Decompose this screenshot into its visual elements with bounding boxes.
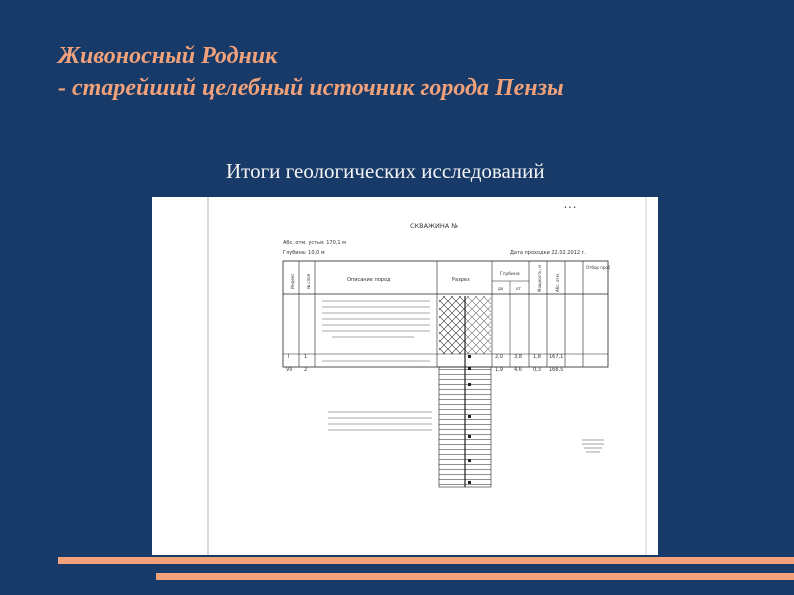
col-index-label: Индекс <box>290 273 295 289</box>
row1-abs: 167,1 <box>549 354 564 360</box>
row2-abs: 166,5 <box>549 367 564 373</box>
col-depth-to-label: до <box>498 286 504 291</box>
log-heading: СКВАЖИНА № <box>410 222 459 230</box>
col-description-label: Описание пород <box>347 277 391 283</box>
borehole-log-drawing <box>152 197 658 555</box>
decorative-bar-top <box>58 557 794 564</box>
col-depth-label: Глубина <box>500 272 520 277</box>
col-layer-label: № слоя <box>306 273 311 289</box>
col-depth-from-label: от <box>516 286 521 291</box>
row1-to: 3,8 <box>514 354 522 360</box>
slide-title-line-1: Живоносный Родник <box>58 43 278 69</box>
decorative-bar-bottom <box>156 573 794 580</box>
slide-title-line-2: - старейший целебный источник города Пензы <box>58 75 564 101</box>
row2-index: VII <box>286 367 293 373</box>
row1-index: I <box>288 354 290 360</box>
col-samples-label: Отбор проб <box>586 265 611 270</box>
row1-thickness: 1,8 <box>533 354 541 360</box>
col-section-label: Разрез <box>452 277 470 283</box>
log-date: Дата проходки 22.02.2012 г. <box>510 250 586 256</box>
log-depth: Глубина: 10,0 м <box>283 250 325 256</box>
geological-log-scan <box>152 197 658 555</box>
row2-number: 2 <box>304 367 308 373</box>
slide-subtitle: Итоги геологических исследований <box>226 159 545 183</box>
col-thickness-label: Мощность, м <box>537 264 542 292</box>
row1-number: 1 <box>304 354 308 360</box>
log-abs-mark: Абс. отм. устья: 170,1 м <box>283 240 346 246</box>
row2-thickness: 0,3 <box>533 367 541 373</box>
row2-to: 4,6 <box>514 367 522 373</box>
slide-title <box>58 40 564 104</box>
svg-text:• • •: • • • <box>564 205 577 211</box>
row2-from: 1,9 <box>495 367 503 373</box>
row1-from: 2,0 <box>495 354 503 360</box>
col-abs-label: Абс. отм. <box>555 272 560 292</box>
